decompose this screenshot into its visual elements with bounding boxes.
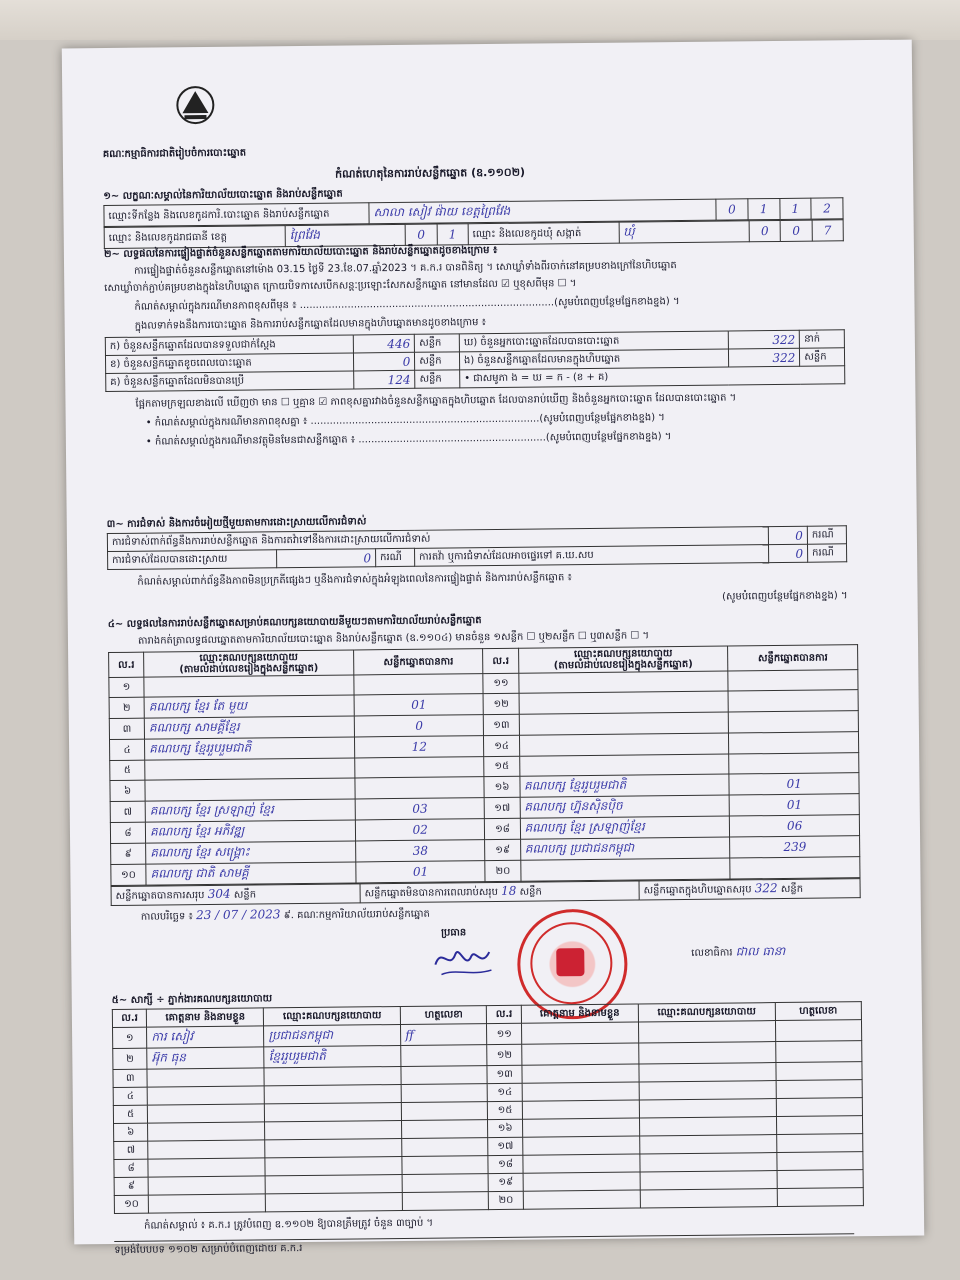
col-party: ឈ្មោះគណបក្សនយោបាយ [638, 1003, 775, 1022]
station-code-digit: 1 [748, 198, 780, 219]
col-no: ល.រ [112, 1009, 147, 1027]
vote-count: 02 [355, 819, 485, 841]
row-unit: សន្លឹក [800, 348, 845, 366]
vote-count: 03 [355, 798, 485, 820]
party-name: គណបក្ស ជាតិ សាមគ្គី [146, 862, 356, 885]
party-name [519, 754, 729, 776]
total-box-value: 322 [754, 881, 778, 896]
witness-party [639, 1099, 776, 1118]
province-code-digit: 1 [437, 224, 469, 245]
vote-count [355, 757, 485, 778]
vote-count [354, 674, 484, 695]
row-number: ៩ [114, 1177, 149, 1195]
row-value: 322 [728, 348, 800, 367]
row-label: ឃ) ចំនួនអ្នកបោះឆ្នោតដែលបានបោះឆ្នោត [459, 331, 728, 352]
date-label: កាលបរិច្ឆេទ ៖ [140, 911, 193, 923]
witness-signature [403, 1192, 489, 1211]
col-party [144, 650, 354, 677]
witness-party: ខ្មែររួបរួមជាតិ [264, 1045, 401, 1067]
row-number: ៣ [113, 1069, 148, 1087]
witness-party [265, 1120, 402, 1139]
row-number: ៦ [110, 780, 145, 801]
party-name: គណបក្ស ខ្មែរ ស្រឡាញ់ ខ្មែរ [145, 799, 355, 822]
witness-signature [777, 1188, 863, 1207]
row-unit: សន្លឹក [415, 352, 460, 370]
witness-party [265, 1156, 402, 1175]
row-label: ក) ចំនួនសន្លឹកឆ្នោតដែលបានទទួលជាក់ស្តែង [105, 335, 353, 356]
foreign-object-note: • កំណត់សម្គាល់ក្នុងករណីមានវត្ថុមិនមែនជាសន្លឹកឆ្នោត ៖ ...........................................................(សូមបំពេញបន្ថែមផ្នែកខាងខ្នង) ។ [145, 431, 672, 448]
witness-name [522, 1064, 639, 1083]
total-valid-unit: សន្លឹក [233, 889, 257, 901]
discrepancy-note: • កំណត់សម្គាល់ក្នុងករណីមានភាពខុសគ្នា ៖ ........................................................................(សូមបំពេញបន្ថែមផ្នែកខាងខ្នង) ។ [145, 412, 665, 429]
col-party-sub: (តាមលំដាប់លេខរៀងក្នុងសន្លឹកឆ្នោត) [179, 662, 319, 676]
row-value: 446 [353, 334, 414, 353]
witness-signature [776, 1116, 862, 1135]
date-value: 23 / 07 / 2023 [195, 907, 281, 923]
col-party-title: ឈ្មោះគណបក្សនយោបាយ [199, 652, 298, 665]
witness-name [148, 1176, 265, 1195]
witness-name [522, 1118, 639, 1137]
secretary-label: លេខាធិការ [691, 947, 733, 959]
province-value: ព្រៃវែង [285, 224, 406, 246]
witness-name [149, 1194, 266, 1213]
row-number: ១ [109, 677, 144, 697]
witness-name: អ៊ុក ធុន [147, 1047, 264, 1069]
row-label: គ) ចំនួនសន្លឹកឆ្នោតដែលមិនបានប្រើ [106, 371, 354, 392]
province-label: ឈ្មោះ និងលេខកូដរាជធានី ខេត្ត [104, 226, 285, 249]
vote-count: 0 [354, 715, 484, 737]
witness-signature [401, 1045, 487, 1067]
formula-cell: • ជាសមូភា ង = ឃ = ក - (ខ + គ) [460, 366, 845, 388]
col-sign: ហត្ថលេខា [775, 1002, 861, 1021]
witness-name [522, 1082, 639, 1101]
row-value: 0 [354, 352, 415, 371]
total-valid-label: សន្លឹកឆ្នោតបានការសរុប [115, 890, 205, 902]
witness-signature [402, 1174, 488, 1193]
row-unit: នាក់ [800, 330, 845, 348]
witness-party [638, 1021, 775, 1043]
total-invalid-unit: សន្លឹក [519, 886, 542, 898]
verification-line-1: ការផ្ទៀងផ្ទាត់ចំនួនសន្លឹកឆ្នោតនៅម៉ោង 03.15 ថ្ងៃទី 23.ខែ.07.ឆ្នាំ2023 ។ គ.ក.រ បានពិនិត្យ ។ សោឃ្លាំទាំងពីរចាក់នៅគម្របខាងក្រៅនៃហិបឆ្នោត [134, 260, 677, 277]
station-label: ឈ្មោះទីកន្លែង និងលេខកូដការិ.បោះឆ្នោត និងរាប់សន្លឹកឆ្នោត [104, 203, 369, 227]
col-votes: សន្លឹកឆ្នោតបានការ [354, 649, 484, 675]
row-number: ១៨ [485, 818, 520, 839]
row-number: ៣ [109, 718, 144, 739]
ballot-reconciliation-table [105, 329, 846, 392]
difference-note: កំណត់សម្គាល់ក្នុងករណីមានភាពខុសពីមុន ៖ ................................................................................(សូមបំពេញបន្ថែមផ្នែកខាងខ្នង) ។ [134, 296, 680, 313]
forwarded-count: 0 [768, 544, 807, 562]
witness-signature: ff [401, 1024, 487, 1046]
province-code-digit: 0 [405, 224, 437, 245]
seal-emblem-icon [556, 948, 584, 976]
complaint-unit: ករណី [807, 526, 846, 544]
form-code: ទម្រង់បែបបទ ១១០២ សម្រាប់បំពេញដោយ គ.ក.រ [114, 1243, 303, 1256]
vote-count [730, 857, 860, 879]
col-no: ល.រ [487, 1005, 522, 1023]
row-number: ១៦ [488, 1119, 523, 1137]
vote-count [728, 690, 858, 712]
chair-label: ប្រធាន [440, 927, 467, 939]
vote-count [728, 670, 858, 691]
vote-count: 12 [354, 736, 484, 758]
counting-intro: ក្នុងលទាក់ទងនឹងការបោះឆ្នោត និងការរាប់សន្លឹកឆ្នោតដែលមានក្នុងហិបឆ្នោតមានដូចខាងក្រោម ៖ [134, 317, 487, 332]
row-number: ១៣ [487, 1065, 522, 1083]
total-box-unit: សន្លឹក [780, 883, 804, 895]
party-name [519, 712, 729, 735]
nec-emblem-icon [170, 83, 220, 128]
row-label: ង) ចំនួនសន្លឹកឆ្នោតដែលមានក្នុងហិបឆ្នោត [459, 349, 728, 370]
total-invalid-label: សន្លឹកឆ្នោតមិនបានការពេលរាប់សរុប [364, 886, 498, 900]
secretary-line [691, 945, 785, 960]
total-invalid-value: 18 [501, 883, 517, 898]
date-line [141, 902, 861, 924]
witness-signature [775, 1041, 861, 1063]
row-number: ១៨ [488, 1155, 523, 1173]
party-name [519, 691, 729, 714]
row-number: ៤ [113, 1087, 148, 1105]
footnote: កំណត់សម្គាល់ ៖ គ.ក.រ ត្រូវបំពេញ ឧ.១១០២ ឱ្យបានត្រឹមត្រូវ ចំនួន ៣ច្បាប់ ។ [144, 1217, 434, 1232]
party-name [519, 733, 729, 756]
witness-party [639, 1042, 776, 1064]
row-number: ១២ [487, 1044, 522, 1065]
complaints-table [107, 525, 847, 570]
col-name: គោត្តនាម និងនាមខ្លួន [521, 1004, 638, 1023]
row-unit: សន្លឹក [415, 334, 460, 352]
vote-count [729, 711, 859, 733]
row-number: ១០ [111, 864, 146, 885]
party-name [520, 858, 730, 881]
party-name: គណបក្ស សាមគ្គីខ្មែរ [144, 716, 354, 739]
witness-signature [402, 1120, 488, 1139]
row-number: ១២ [484, 693, 519, 714]
form-title: កំណត់ហេតុនៃការរាប់សន្លឹកឆ្នោត (ឧ.១១០២) [335, 165, 526, 181]
vote-count: 01 [356, 861, 486, 883]
vote-count: 01 [730, 794, 860, 816]
witness-party [640, 1153, 777, 1172]
committee-name: គណៈកម្មាធិការជាតិរៀបចំការបោះឆ្នោត [102, 147, 247, 161]
secretary-signature: ជាល ធានា [735, 943, 786, 959]
vote-count [729, 732, 859, 754]
row-number: ២០ [485, 860, 520, 881]
witness-signature [775, 1020, 861, 1042]
witness-party [640, 1171, 777, 1190]
party-name: គណបក្ស ខ្មែរ ស្រឡាញ់ខ្មែរ [520, 816, 730, 839]
witness-signature [402, 1102, 488, 1121]
witness-party [640, 1189, 777, 1208]
witness-party [264, 1084, 401, 1103]
row-number: ៩ [111, 843, 146, 864]
commune-value: ឃុំ [619, 221, 750, 243]
section2-heading: ២~ លទ្ធផលនៃការផ្ទៀងផ្ទាត់ចំនួនសន្លឹកឆ្នោតតាមការិយាល័យបោះឆ្នោត និងរាប់សន្លឹកឆ្នោតដូចខាងក្រោម ៖ [103, 244, 498, 261]
col-no: ល.រ [483, 648, 518, 673]
total-box [639, 879, 860, 900]
station-code-digit: 1 [779, 198, 811, 219]
witness-name [522, 1043, 639, 1065]
party-name [145, 778, 355, 801]
witness-name [522, 1100, 639, 1119]
witness-party: ប្រជាជនកម្ពុជា [264, 1024, 401, 1046]
witness-signature [401, 1084, 487, 1103]
witness-party [265, 1102, 402, 1121]
commune-code-digit: 7 [812, 220, 844, 241]
wall-background [0, 0, 960, 40]
col-party-sub: (តាមលំដាប់លេខរៀងក្នុងសន្លឹកឆ្នោត) [553, 658, 693, 672]
vote-count: 38 [356, 840, 486, 862]
discrepancy-check-line: ផ្អែកតាមក្រឡលខាងលើ ឃើញថា មាន ☐ ឬគ្មាន ☑ ភាពខុសគ្នារវាងចំនួនសន្លឹកឆ្នោតក្នុងហិបឆ្នោត ដែលបានរាប់ឃើញ និងចំនួនអ្នកបោះឆ្នោត ដែលបានបោះឆ្នោត ។ [135, 392, 737, 410]
row-number: ១ [113, 1027, 148, 1048]
party-results-table [108, 644, 860, 886]
witness-name [523, 1136, 640, 1155]
total-valid-value: 304 [207, 886, 231, 902]
party-name: គណបក្ស ខ្មែរ តែ មួយ [144, 695, 354, 718]
party-name [144, 675, 354, 697]
row-number: ២០ [489, 1191, 524, 1209]
row-value: 322 [728, 330, 800, 349]
witness-signature [776, 1098, 862, 1117]
row-number: ១០ [114, 1195, 149, 1213]
witness-name: ការ សៀវ [147, 1026, 264, 1048]
row-number: ៦ [114, 1123, 149, 1141]
party-name: គណបក្ស ខ្មែររួបរួមជាតិ [145, 737, 355, 760]
row-number: ១៩ [485, 839, 520, 860]
results-sheet-count: តារាងកត់ត្រាលទ្ធផលឆ្នោតតាមការិយាល័យបោះឆ្នោត និងរាប់សន្លឹកឆ្នោត (ឧ.១១០៤) មានចំនួន ១សន្លឹក ☐ ឬ២សន្លឹក ☐ ឬ៣សន្លឹក ☐ ។ [137, 630, 650, 647]
total-valid [111, 884, 360, 906]
row-number: ១៦ [484, 776, 519, 797]
witness-table [112, 1001, 864, 1214]
witness-name [148, 1158, 265, 1177]
forwarded-label: ការតវ៉ា ឬការជំទាស់ដែលអាចផ្ទេរទៅ គ.ឃ.សប [415, 545, 769, 567]
witness-name [521, 1022, 638, 1044]
witness-signature [776, 1134, 862, 1153]
vote-count: 01 [354, 694, 484, 716]
row-number: ១៤ [488, 1083, 523, 1101]
row-number: ៤ [110, 739, 145, 760]
witness-name [523, 1172, 640, 1191]
witness-signature [776, 1062, 862, 1081]
commune-label: ឈ្មោះ និងលេខកូដឃុំ សង្កាត់ [468, 222, 619, 245]
section4-heading: ៤~ លទ្ធផលនៃការរាប់សន្លឹកឆ្នោតសម្រាប់គណបក្សនយោបាយនីមួយៗតាមការិយាល័យរាប់សន្លឹកឆ្នោត [107, 615, 482, 631]
row-number: ២ [109, 697, 144, 718]
row-unit: សន្លឹក [415, 370, 460, 388]
irregularity-note-tail: (សូមបំពេញបន្ថែមផ្នែកខាងខ្នង) ។ [722, 590, 848, 603]
total-invalid [360, 881, 639, 903]
row-number: ១៤ [484, 735, 519, 756]
row-number: ៧ [114, 1141, 149, 1159]
complaint-count: 0 [768, 526, 807, 544]
party-name: គណបក្ស ខ្មែររួបរួមជាតិ [520, 774, 730, 797]
section5-heading: ៥~ សាក្សី ÷ ភ្នាក់ងារគណបក្សនយោបាយ [111, 993, 273, 1007]
witness-party [639, 1063, 776, 1082]
station-code-digit: 0 [716, 199, 748, 220]
row-number: ១១ [487, 1023, 522, 1044]
complaint-row-label: ការជំទាស់ពាក់ព័ន្ធនឹងការរាប់សន្លឹកឆ្នោត និងការតវ៉ាទៅនឹងការដោះស្រាយលើការជំទាស់ [107, 527, 768, 552]
vote-count: 06 [730, 815, 860, 837]
row-number: ២ [113, 1048, 148, 1069]
section3-heading: ៣~ ការជំទាស់ និងការចំអៀយថ្មីមួយតាមការដោះស្រាយលើការជំទាស់ [106, 516, 367, 531]
commune-code-digit: 0 [749, 220, 781, 241]
vote-count: 239 [730, 836, 860, 858]
section1-heading: ១~ លក្ខណៈសម្គាល់នៃការិយាល័យបោះឆ្នោត និងរាប់សន្លឹកឆ្នោត [103, 188, 343, 203]
col-sign: ហត្ថលេខា [401, 1006, 487, 1025]
row-value: 124 [354, 370, 415, 389]
row-label: ខ) ចំនួនសន្លឹកឆ្នោតខូចពេលបោះឆ្នោត [105, 353, 353, 374]
resolved-count: 0 [277, 549, 376, 568]
row-number: ១៩ [489, 1173, 524, 1191]
witness-signature [402, 1156, 488, 1175]
row-number: ១៥ [488, 1101, 523, 1119]
verification-line-2: សោឃ្លាំចាក់ភ្ជាប់គម្របខាងក្នុងនៃហិបឆ្នោត ក្រោយបិទកាសេបើកសន្តៈប្រឡោះសែកសន្លឹកឆ្នោត នៅមានដែល ☑ ឬខុសពីមុន ☐ ។ [104, 278, 577, 295]
party-name [145, 758, 355, 780]
resolved-unit: ករណី [376, 548, 415, 566]
irregularity-note: កំណត់សម្គាល់ពាក់ព័ន្ធនឹងភាពមិនប្រក្រតីផ្សេងៗ ឬនឹងការជំទាស់ក្នុងអំឡុងពេលនៃការផ្ទៀងផ្ទាត់ និងការរាប់សន្លឹកឆ្នោត ៖ [137, 572, 572, 588]
vote-count [355, 777, 485, 799]
col-party: ឈ្មោះគណបក្សនយោបាយ [264, 1006, 401, 1025]
row-number: ១១ [483, 673, 518, 693]
party-name: គណបក្ស ខ្មែរ សង្គ្រោះ [146, 841, 356, 864]
party-name [518, 671, 728, 693]
committee-label: ៩. គណៈកម្មការិយាល័យរាប់សន្លឹកឆ្នោត [283, 908, 430, 922]
row-number: ៨ [110, 822, 145, 843]
col-party [518, 646, 728, 673]
witness-name [523, 1154, 640, 1173]
witness-name [148, 1104, 265, 1123]
witness-signature [777, 1152, 863, 1171]
row-number: ១៥ [484, 756, 519, 776]
total-box-label: សន្លឹកឆ្នោតក្នុងហិបឆ្នោតសរុប [643, 884, 752, 897]
witness-name [147, 1068, 264, 1087]
col-votes: សន្លឹកឆ្នោតបានការ [728, 645, 858, 671]
commune-code-digit: 0 [780, 220, 812, 241]
party-name: គណបក្ស ខ្មែរ អភិវឌ្ឍ [146, 820, 356, 843]
witness-signature [777, 1170, 863, 1189]
vote-count: 01 [729, 773, 859, 795]
vote-count [729, 753, 859, 774]
witness-name [148, 1140, 265, 1159]
witness-name [148, 1122, 265, 1141]
witness-name [523, 1190, 640, 1209]
witness-party [639, 1081, 776, 1100]
witness-party [265, 1174, 402, 1193]
station-value: សាលា សៀវ ផ៉ាយ ខេត្តព្រៃវែង [369, 199, 716, 224]
row-number: ៧ [110, 801, 145, 822]
witness-party [639, 1135, 776, 1154]
forwarded-unit: ករណី [807, 544, 846, 562]
witness-party [639, 1117, 776, 1136]
resolved-label: ការជំទាស់ដែលបានដោះស្រាយ [108, 550, 277, 570]
election-form-sheet [62, 40, 924, 1256]
row-number: ៥ [113, 1105, 148, 1123]
witness-signature [402, 1138, 488, 1157]
witness-name [148, 1086, 265, 1105]
row-number: ៥ [110, 760, 145, 780]
witness-signature [401, 1066, 487, 1085]
row-number: ១៧ [488, 1137, 523, 1155]
col-party-title: ឈ្មោះគណបក្សនយោបាយ [573, 648, 673, 661]
witness-party [265, 1138, 402, 1157]
party-name: គណបក្ស ប្រជាជនកម្ពុជា [520, 837, 730, 860]
col-name: គោត្តនាម និងនាមខ្លួន [147, 1008, 264, 1027]
party-name: គណបក្ស ហ្វ៊ុនស៊ិនប៉ិច [520, 795, 730, 818]
witness-signature [776, 1080, 862, 1099]
witness-party [266, 1192, 403, 1211]
row-number: ៨ [114, 1159, 149, 1177]
witness-party [264, 1066, 401, 1085]
row-number: ១៧ [485, 797, 520, 818]
row-number: ១៣ [484, 714, 519, 735]
chair-signature [431, 940, 501, 981]
station-code-digit: 2 [811, 198, 843, 219]
col-no: ល.រ [109, 652, 144, 677]
